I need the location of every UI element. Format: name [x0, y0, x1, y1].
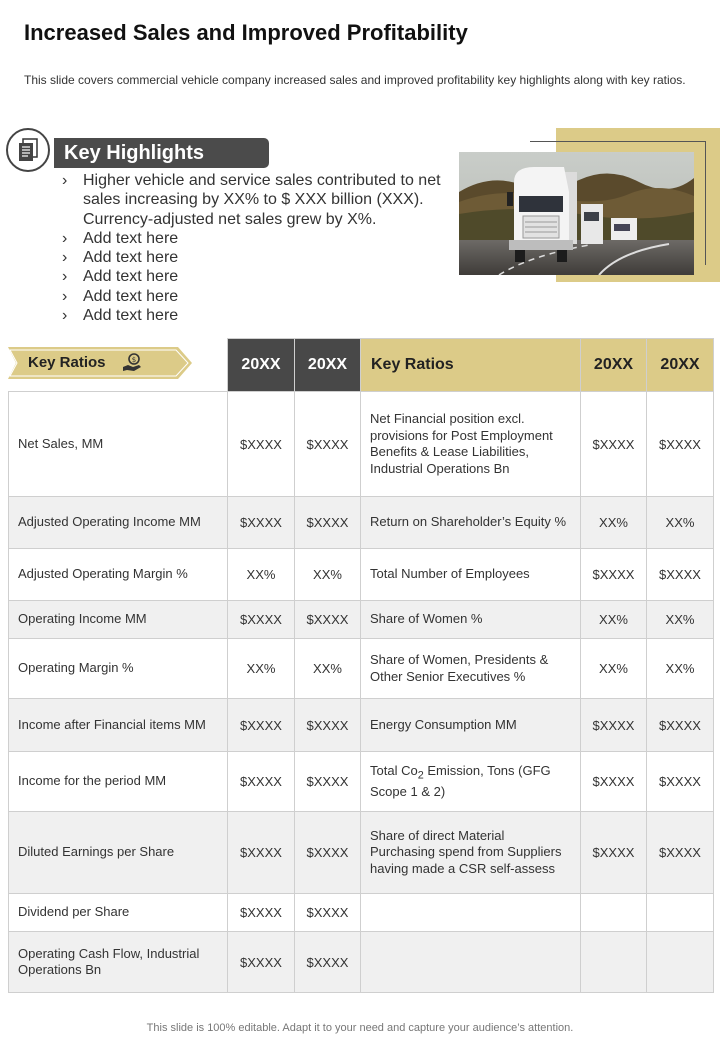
row-value: $XXXX [581, 752, 647, 812]
row-label-part: Emission, Tons (GFG Scope 1 & 2) [370, 762, 551, 799]
row-value: $XXXX [295, 392, 361, 497]
row-value: XX% [581, 497, 647, 549]
row-value: $XXXX [228, 601, 295, 639]
row-label-part: Total Co [370, 762, 418, 778]
row-label: Operating Cash Flow, Industrial Operations Bn [9, 932, 228, 993]
header-year-left-1: 20XX [228, 339, 295, 392]
row-value: $XXXX [295, 752, 361, 812]
key-ratios-banner-label: Key Ratios [28, 354, 106, 371]
row-label: Diluted Earnings per Share [9, 812, 228, 894]
row-value: XX% [295, 549, 361, 601]
row-value [581, 894, 647, 932]
row-label: Net Financial position excl. provisions for Post Employment Benefits & Lease Liabilities, Industrial Operations Bn [361, 392, 581, 497]
row-label [361, 894, 581, 932]
row-label: Energy Consumption MM [361, 699, 581, 752]
row-label-subscript: 2 [417, 769, 424, 782]
row-value: $XXXX [228, 392, 295, 497]
footer-note: This slide is 100% editable. Adapt it to your need and capture your audience’s attention. [146, 1022, 574, 1034]
table-row [9, 812, 714, 894]
row-label: Income after Financial items MM [9, 699, 228, 752]
key-ratios-table-wrap [8, 338, 713, 992]
highlight-item: › Add text here [62, 306, 452, 325]
row-label: Share of Women, Presidents & Other Senior Executives % [361, 639, 581, 699]
row-label: Income for the period MM [9, 752, 228, 812]
row-value: $XXXX [228, 894, 295, 932]
row-value: $XXXX [647, 812, 714, 894]
header-year-left-2: 20XX [295, 339, 361, 392]
svg-text:$: $ [131, 356, 137, 364]
row-label [361, 932, 581, 993]
row-value: XX% [647, 497, 714, 549]
row-value: XX% [581, 601, 647, 639]
row-label: Dividend per Share [9, 894, 228, 932]
page-title: Increased Sales and Improved Profitability [24, 20, 468, 45]
table-row [9, 894, 714, 932]
row-value: $XXXX [228, 932, 295, 993]
highlights-list [62, 171, 452, 325]
row-value: $XXXX [295, 894, 361, 932]
row-value: $XXXX [581, 812, 647, 894]
row-value [581, 932, 647, 993]
highlight-item: › Add text here [62, 267, 452, 286]
table-row [9, 392, 714, 497]
row-value: XX% [295, 639, 361, 699]
row-value: $XXXX [295, 497, 361, 549]
highlight-item: › Add text here [62, 229, 452, 248]
row-value: $XXXX [647, 392, 714, 497]
row-label: Net Sales, MM [9, 392, 228, 497]
row-label: Adjusted Operating Income MM [9, 497, 228, 549]
row-value [647, 932, 714, 993]
row-value: $XXXX [647, 699, 714, 752]
row-label: Return on Shareholder’s Equity % [361, 497, 581, 549]
row-value: $XXXX [295, 699, 361, 752]
header-year-right-1: 20XX [581, 339, 647, 392]
highlight-item: › Higher vehicle and service sales contributed to net sales increasing by XX% to $ XXX billion (XXX). Currency-adjusted net sales grew by X%. [62, 171, 452, 229]
table-row [9, 639, 714, 699]
header-key-ratios: Key Ratios [361, 339, 581, 392]
row-value: $XXXX [647, 549, 714, 601]
table-row [9, 601, 714, 639]
row-value: $XXXX [295, 601, 361, 639]
row-value: $XXXX [581, 392, 647, 497]
row-value: XX% [581, 639, 647, 699]
document-icon [6, 128, 50, 172]
row-label [361, 752, 581, 812]
highlight-item: › Add text here [62, 287, 452, 306]
table-row [9, 699, 714, 752]
row-value: $XXXX [295, 812, 361, 894]
header-year-right-2: 20XX [647, 339, 714, 392]
key-ratios-banner [8, 347, 192, 379]
row-value: $XXXX [228, 699, 295, 752]
row-value: $XXXX [647, 752, 714, 812]
table-row [9, 549, 714, 601]
key-highlights-heading: Key Highlights [54, 138, 269, 168]
row-label: Total Number of Employees [361, 549, 581, 601]
row-value: $XXXX [228, 497, 295, 549]
highlight-item: › Add text here [62, 248, 452, 267]
row-label: Operating Income MM [9, 601, 228, 639]
table-row [9, 497, 714, 549]
row-value: $XXXX [228, 752, 295, 812]
row-value: $XXXX [295, 932, 361, 993]
row-value [647, 894, 714, 932]
truck-photo [459, 152, 694, 275]
hand-coin-icon [121, 352, 143, 379]
row-label: Share of Women % [361, 601, 581, 639]
row-label: Share of direct Material Purchasing spend from Suppliers having made a CSR self-assess [361, 812, 581, 894]
row-value: XX% [228, 639, 295, 699]
row-label: Operating Margin % [9, 639, 228, 699]
row-value: XX% [228, 549, 295, 601]
row-value: $XXXX [581, 699, 647, 752]
row-value: $XXXX [581, 549, 647, 601]
page-subtitle: This slide covers commercial vehicle company increased sales and improved profitability key highlights along with key ratios. [24, 73, 686, 87]
table-row [9, 752, 714, 812]
row-label: Adjusted Operating Margin % [9, 549, 228, 601]
table-row [9, 932, 714, 993]
key-ratios-table [8, 338, 714, 993]
row-value: XX% [647, 601, 714, 639]
row-value: XX% [647, 639, 714, 699]
row-value: $XXXX [228, 812, 295, 894]
